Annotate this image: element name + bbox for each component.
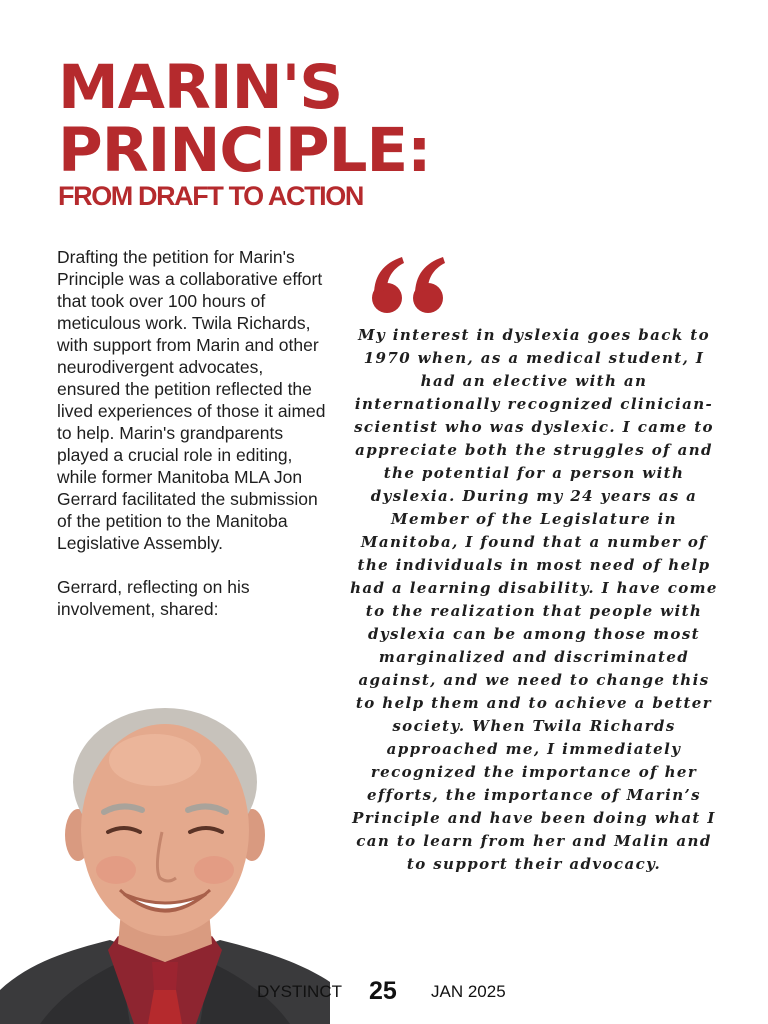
page-title [58,52,431,186]
title-line-1: MARIN'S [58,52,343,123]
page-number: 25 [369,977,397,1005]
page-subtitle: FROM DRAFT TO ACTION [58,181,363,211]
quotation-mark-icon [370,255,450,317]
article-paragraph-1: Drafting the petition for Marin's Principle was a collaborative effort that took over 100 hours of meticulous work. Twila Richards, with support from Marin and other neurodivergent advocates, ensured the petition reflected the lived experiences of those it aimed to help. Marin's grandparents played a crucial role in editing, while former Manitoba MLA Jon Gerrard facilitated the submission of the petition to the Manitoba Legislative Assembly. [57,247,326,553]
article-paragraph-2: Gerrard, reflecting on his involvement, shared: [57,577,250,619]
page-footer [0,972,768,1012]
pull-quote: My interest in dyslexia goes back to 1970 when, as a medical student, I had an elective with an internationally recognized clinician-scientist who was dyslexic. I came to appreciate both the struggles of and the potential for a person with dyslexia. During my 24 years as a Member of the Legislature in Manitoba, I found that a number of the individuals in most need of help had a learning disability. I have come to the realization that people with dyslexia can be among those most marginalized and discriminated against, and we need to change this to help them and to achieve a better society. When Twila Richards approached me, I immediately recognized the importance of her efforts, the importance of Marin’s Principle and have been doing what I can to learn from her and Malin and to support their advocacy. [350,326,718,873]
article-body [57,246,329,620]
title-line-2: PRINCIPLE: [58,115,431,186]
magazine-name: DYSTINCT [257,982,342,1001]
issue-date: JAN 2025 [431,982,506,1001]
